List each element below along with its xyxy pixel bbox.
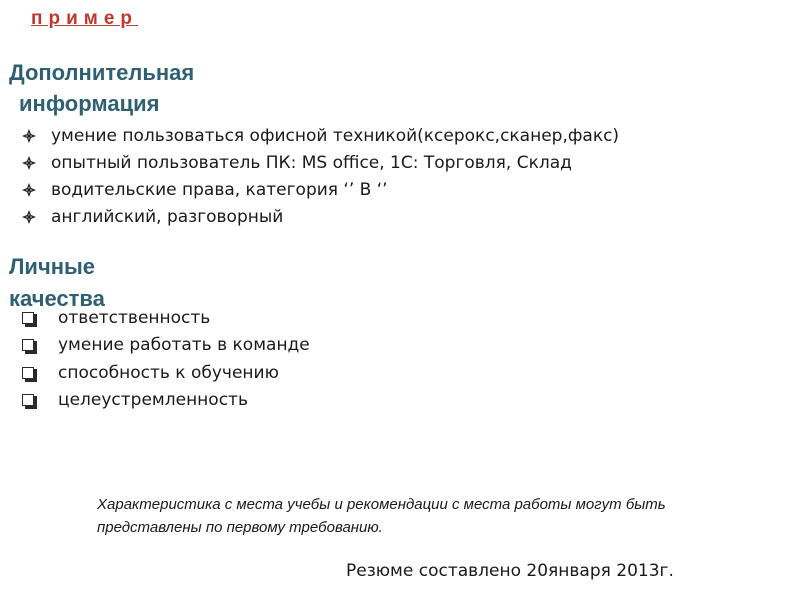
list-item bbox=[22, 304, 310, 332]
list-item-text: опытный пользователь ПК: MS office, 1С: Торговля, Склад bbox=[51, 152, 572, 173]
diamond-bullet-icon bbox=[22, 183, 36, 197]
diamond-bullet-icon bbox=[22, 210, 36, 224]
list-item bbox=[22, 149, 619, 176]
list-item bbox=[22, 359, 310, 387]
additional-info-title-line2: информация bbox=[19, 91, 160, 116]
list-item bbox=[22, 176, 619, 203]
recommendation-note bbox=[97, 493, 767, 539]
additional-info-list bbox=[22, 122, 619, 230]
list-item bbox=[22, 332, 310, 360]
checkbox-bullet-icon bbox=[22, 394, 34, 406]
list-item bbox=[22, 203, 619, 230]
note-line-2: представлены по первому требованию. bbox=[97, 519, 383, 536]
list-item-text: английский, разговорный bbox=[51, 206, 284, 227]
personal-qualities-title-line1: Личные bbox=[9, 254, 96, 279]
diamond-bullet-icon bbox=[22, 156, 36, 170]
additional-info-title-line1: Дополнительная bbox=[9, 60, 195, 85]
note-line-1: Характеристика с места учебы и рекомендации с места работы могут быть bbox=[97, 496, 666, 513]
checkbox-bullet-icon bbox=[22, 312, 34, 324]
list-item bbox=[22, 122, 619, 149]
list-item-text: способность к обучению bbox=[58, 362, 279, 383]
diamond-bullet-icon bbox=[22, 129, 36, 143]
list-item-text: целеустремленность bbox=[58, 390, 248, 411]
list-item-text: водительские права, категория ‘’ В ‘’ bbox=[51, 179, 388, 200]
personal-qualities-title-line2: качества bbox=[9, 286, 105, 311]
list-item bbox=[22, 387, 310, 415]
list-item-text: умение работать в команде bbox=[58, 335, 310, 356]
list-item-text: ответственность bbox=[58, 307, 211, 328]
checkbox-bullet-icon bbox=[22, 367, 34, 379]
personal-qualities-list bbox=[22, 304, 310, 414]
checkbox-bullet-icon bbox=[22, 339, 34, 351]
example-header: пример bbox=[31, 8, 138, 29]
list-item-text: умение пользоваться офисной техникой(ксерокс,сканер,факс) bbox=[51, 125, 620, 146]
resume-date: Резюме составлено 20января 2013г. bbox=[346, 561, 674, 581]
